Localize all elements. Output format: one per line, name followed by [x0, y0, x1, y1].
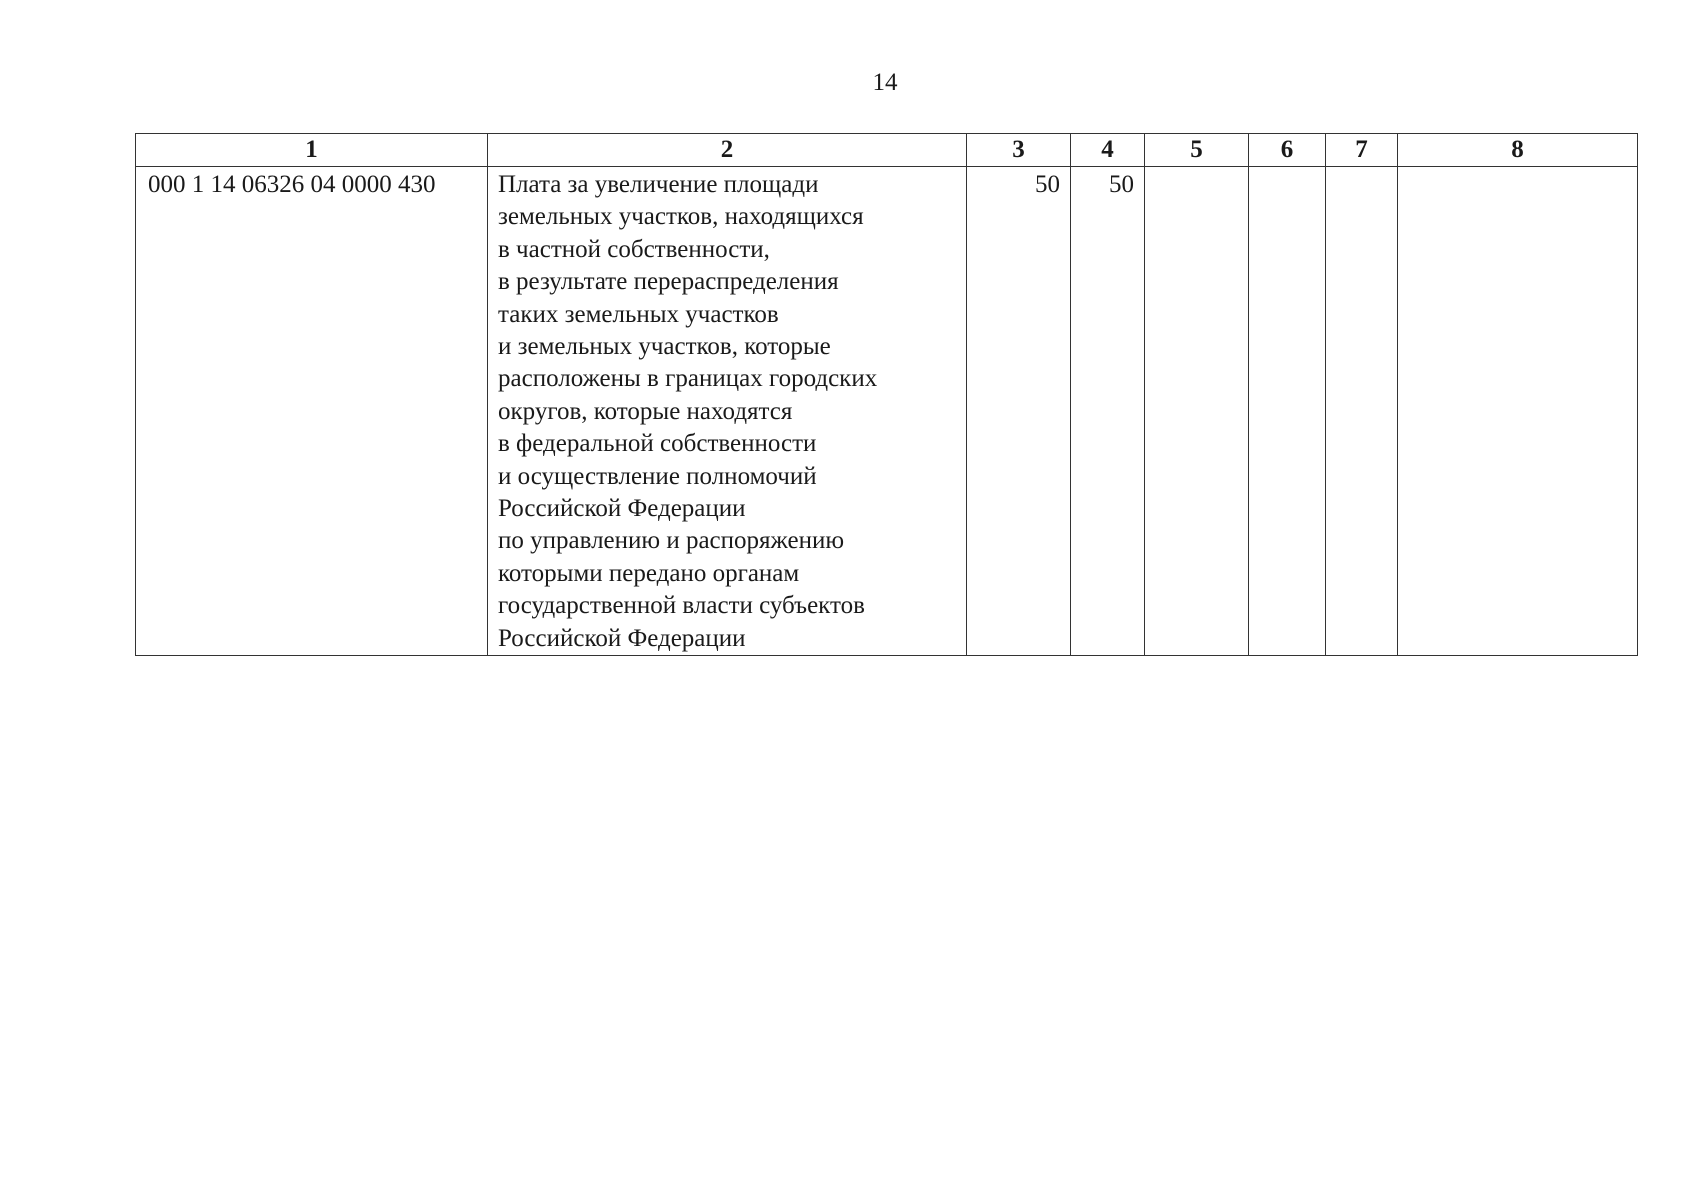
description-line: Российской Федерации [498, 624, 746, 652]
description-line: и земельных участков, которые [498, 333, 831, 361]
description-line: по управлению и распоряжению [498, 527, 845, 555]
description-line: которыми передано органам [498, 559, 800, 587]
column-header-2: 2 [488, 134, 967, 167]
column-header-8: 8 [1398, 134, 1638, 167]
description-line: расположены в границах городских [498, 365, 878, 393]
value-cell-col7 [1326, 167, 1398, 656]
description-line: в результате перераспределения [498, 268, 839, 296]
description-cell [488, 167, 967, 656]
value-cell-col8 [1398, 167, 1638, 656]
column-header-6: 6 [1249, 134, 1326, 167]
column-header-1: 1 [136, 134, 488, 167]
description-line: земельных участков, находящихся [498, 203, 864, 231]
column-header-7: 7 [1326, 134, 1398, 167]
description-line: государственной власти субъектов [498, 592, 865, 620]
page-number: 14 [872, 69, 898, 96]
value-cell-col3: 50 [967, 167, 1071, 656]
value-cell-col5 [1145, 167, 1249, 656]
column-header-5: 5 [1145, 134, 1249, 167]
description-line: в федеральной собственности [498, 430, 817, 458]
description-line: и осуществление полномочий [498, 462, 817, 490]
header-row [136, 134, 1638, 167]
description-line: Плата за увеличение площади [498, 171, 819, 198]
data-table [135, 133, 1638, 656]
income-code-cell: 000 1 14 06326 04 0000 430 [136, 167, 488, 656]
column-header-3: 3 [967, 134, 1071, 167]
value-cell-col6 [1249, 167, 1326, 656]
description-line: Российской Федерации [498, 495, 746, 523]
column-header-4: 4 [1071, 134, 1145, 167]
description-line: округов, которые находятся [498, 397, 793, 425]
table-row [136, 167, 1638, 656]
description-line: таких земельных участков [498, 300, 779, 328]
description-line: в частной собственности, [498, 235, 770, 263]
value-cell-col4: 50 [1071, 167, 1145, 656]
